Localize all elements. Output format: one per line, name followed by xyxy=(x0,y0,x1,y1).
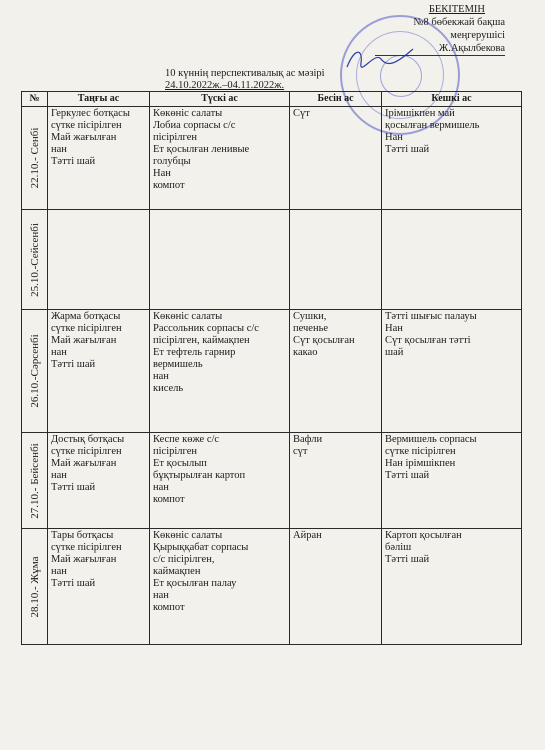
day-cell xyxy=(22,310,48,433)
day-cell xyxy=(22,529,48,645)
lunch-item: Рассольник сорпасы с/с xyxy=(153,323,259,334)
lunch-item: вермишель xyxy=(153,359,203,370)
menu-heading xyxy=(165,68,415,92)
breakfast-item: нан xyxy=(51,144,67,155)
breakfast-item: Май жағылған xyxy=(51,132,117,143)
lunch-item: бұқтырылған картоп xyxy=(153,470,246,481)
breakfast-cell xyxy=(48,310,150,433)
dinner-cell xyxy=(382,433,522,529)
day-label: 25.10.-Сейсенбі xyxy=(28,222,41,297)
snack-item: печенье xyxy=(293,323,329,334)
dinner-item: Ірімшікпен май xyxy=(385,108,455,119)
breakfast-item: нан xyxy=(51,566,67,577)
menu-period: 24.10.2022ж.–04.11.2022ж. xyxy=(165,80,285,91)
lunch-item: компот xyxy=(153,180,185,191)
lunch-cell xyxy=(150,107,290,210)
dinner-cell xyxy=(382,107,522,210)
snack-cell xyxy=(290,210,382,310)
day-cell xyxy=(22,210,48,310)
table-row xyxy=(22,310,522,433)
dinner-item: Тәтті шай xyxy=(385,470,430,481)
dinner-item: Нан ірімшікпен xyxy=(385,458,456,469)
dinner-cell xyxy=(382,210,522,310)
menu-table xyxy=(21,91,522,645)
breakfast-item: сүтке пісірілген xyxy=(51,323,122,334)
approval-title: БЕКІТЕМІН xyxy=(428,4,485,15)
header-breakfast: Таңғы ас xyxy=(48,92,150,107)
lunch-item: Қырыққабат сорпасы xyxy=(153,542,249,553)
approval-block xyxy=(355,3,505,56)
snack-cell xyxy=(290,310,382,433)
snack-item: какао xyxy=(293,347,318,358)
day-label: 28.10.- Жұма xyxy=(28,555,41,618)
lunch-item: компот xyxy=(153,602,185,613)
snack-cell xyxy=(290,529,382,645)
lunch-item: голубцы xyxy=(153,156,191,167)
dinner-item: шай xyxy=(385,347,404,358)
breakfast-cell xyxy=(48,529,150,645)
header-snack: Бесін ас xyxy=(290,92,382,107)
lunch-item: Нан xyxy=(153,168,171,179)
dinner-item: қосылған вермишель xyxy=(385,120,480,131)
day-cell xyxy=(22,433,48,529)
breakfast-item: Тары ботқасы xyxy=(51,530,114,541)
snack-item: Сүт қосылған xyxy=(293,335,355,346)
breakfast-item: Тәтті шай xyxy=(51,482,96,493)
breakfast-cell xyxy=(48,433,150,529)
table-row xyxy=(22,210,522,310)
breakfast-item: Достық ботқасы xyxy=(51,434,125,445)
snack-item: Сүт xyxy=(293,108,310,119)
dinner-item: Тәтті шығыс палауы xyxy=(385,311,477,322)
lunch-item: компот xyxy=(153,494,185,505)
dinner-item: бәліш xyxy=(385,542,412,553)
lunch-item: нан xyxy=(153,590,169,601)
lunch-cell xyxy=(150,310,290,433)
day-label: 26.10.-Сәрсенбі xyxy=(28,334,41,408)
breakfast-item: Май жағылған xyxy=(51,335,117,346)
dinner-item: сүтке пісірілген xyxy=(385,446,456,457)
lunch-item: нан xyxy=(153,482,169,493)
dinner-item: Вермишель сорпасы xyxy=(385,434,477,445)
lunch-item: Көкөніс салаты xyxy=(153,108,223,119)
day-label: 22.10.- Сенбі xyxy=(28,127,41,189)
lunch-item: Ет қосылған палау xyxy=(153,578,237,589)
dinner-item: Тәтті шай xyxy=(385,554,430,565)
lunch-item: Ет тефтель гарнир xyxy=(153,347,236,358)
breakfast-item: сүтке пісірілген xyxy=(51,120,122,131)
breakfast-item: Тәтті шай xyxy=(51,156,96,167)
breakfast-cell xyxy=(48,107,150,210)
header-dinner: Кешкі ас xyxy=(382,92,522,107)
lunch-item: пісірілген, каймақпен xyxy=(153,335,250,346)
lunch-cell xyxy=(150,210,290,310)
snack-cell xyxy=(290,107,382,210)
breakfast-item: Тәтті шай xyxy=(51,359,96,370)
snack-item: Айран xyxy=(293,530,322,541)
header-number: № xyxy=(22,92,48,107)
lunch-cell xyxy=(150,433,290,529)
lunch-cell xyxy=(150,529,290,645)
breakfast-item: Геркулес ботқасы xyxy=(51,108,130,119)
day-cell xyxy=(22,107,48,210)
breakfast-item: сүтке пісірілген xyxy=(51,446,122,457)
day-label: 27.10.- Бейсенбі xyxy=(28,442,41,519)
dinner-item: Нан xyxy=(385,323,403,334)
lunch-item: нан xyxy=(153,371,169,382)
snack-item: Вафли xyxy=(293,434,323,445)
breakfast-item: Тәтті шай xyxy=(51,578,96,589)
lunch-item: Ет қосылып xyxy=(153,458,207,469)
lunch-item: Ет қосылған ленивые xyxy=(153,144,250,155)
breakfast-item: Жарма ботқасы xyxy=(51,311,121,322)
snack-cell xyxy=(290,433,382,529)
lunch-item: пісірілген xyxy=(153,132,197,143)
lunch-item: Көкөніс салаты xyxy=(153,530,223,541)
breakfast-item: нан xyxy=(51,470,67,481)
dinner-item: Картоп қосылған xyxy=(385,530,462,541)
breakfast-cell xyxy=(48,210,150,310)
snack-item: Сушки, xyxy=(293,311,327,322)
approval-signer: Ж.Ақылбекова xyxy=(375,42,505,56)
dinner-item: Сүт қосылған тәтті xyxy=(385,335,471,346)
breakfast-item: нан xyxy=(51,347,67,358)
lunch-item: с/с пісірілген, xyxy=(153,554,215,565)
breakfast-item: сүтке пісірілген xyxy=(51,542,122,553)
lunch-item: кисель xyxy=(153,383,184,394)
dinner-item: Тәтті шай xyxy=(385,144,430,155)
dinner-cell xyxy=(382,310,522,433)
lunch-item: Лобиа сорпасы с/с xyxy=(153,120,236,131)
table-header-row xyxy=(22,92,522,107)
dinner-item: Нан xyxy=(385,132,403,143)
lunch-item: каймақпен xyxy=(153,566,201,577)
breakfast-item: Май жағылған xyxy=(51,554,117,565)
snack-item: сүт xyxy=(293,446,308,457)
lunch-item: Көкөніс салаты xyxy=(153,311,223,322)
breakfast-item: Май жағылған xyxy=(51,458,117,469)
table-row xyxy=(22,433,522,529)
table-row xyxy=(22,529,522,645)
approval-line-2: меңгерушісі xyxy=(450,30,505,41)
lunch-item: Кеспе көже с/с xyxy=(153,434,220,445)
table-row xyxy=(22,107,522,210)
menu-title: 10 күннің перспективалық ас мәзірі xyxy=(165,68,325,79)
dinner-cell xyxy=(382,529,522,645)
lunch-item: пісірілген xyxy=(153,446,197,457)
approval-line-1: №8 бөбекжай бақша xyxy=(413,17,505,28)
header-lunch: Түскі ас xyxy=(150,92,290,107)
